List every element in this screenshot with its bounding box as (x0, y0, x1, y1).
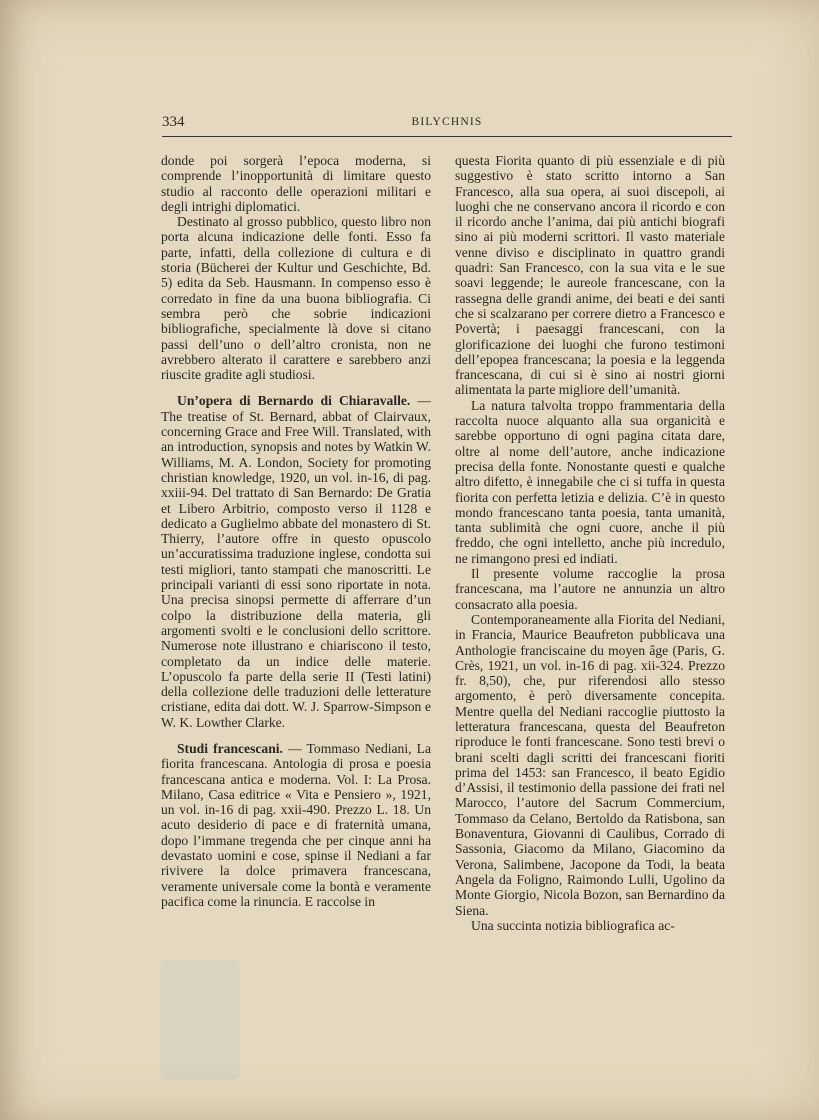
section-heading: Studi francescani. (177, 740, 283, 756)
left-column (161, 153, 431, 909)
section-heading: Un’opera di Bernardo di Chiaravalle. (177, 393, 411, 409)
page-number: 334 (162, 114, 185, 130)
paragraph: Una succinta notizia bibliografica ac- (471, 917, 675, 933)
page-header (162, 112, 732, 137)
paragraph: Il presente volume raccoglie la prosa francescana, ma l’autore ne annunzia un altro consacrato alla poesia. (455, 566, 725, 612)
paper-stain (160, 960, 240, 1080)
paragraph: La natura talvolta troppo frammentaria della raccolta nuoce alquanto alla sua organicità e sarebbe opportuno di ogni pagina citata dare, oltre al nome dell’autore, anche indicazione precisa della fonte. Nonostante questi e qualche altro difetto, è innegabile che ci si tuffa in questa fiorita con perfetta letizia e delizia. C’è in questo mondo francescano tanta poesia, tanta umanità, tanta sublimità che ogni cuore, anche il più freddo, che ogni intelletto, anche più incredulo, ne rimangono presi ed indiati. (455, 397, 725, 566)
right-column (455, 153, 725, 933)
paragraph: Destinato al grosso pubblico, questo libro non porta alcuna indicazione delle fonti. Esso fa parte, infatti, della collezione di cultura e di storia (Bücherei der Kultur und Geschichte, Bd. 5) edita da Seb. Hausmann. In compenso esso è corredato in fine da una buona bibliografia. Ci sembra però che sobrie indicazioni bibliografiche, specialmente là dove si citano passi dell’uno o dell’altro cronista, non ne avrebbero alterato il carattere e sarebbero anzi riuscite gradite agli studiosi. (161, 214, 431, 383)
running-head: BILYCHNIS (411, 116, 483, 128)
paragraph: questa Fiorita quanto di più essenziale e di più suggestivo è stato scritto intorno a San Francesco, alla sua opera, ai suoi discepoli, ai luoghi che ne conservano ancora il ricordo e con il ricordo anche l’anima, dai più antichi biografi sino ai più moderni scrittori. Il vasto materiale venne diviso e disciplinato in quattro grandi quadri: San Francesco, con la sua vita e le sue soavi leggende; le aureole francescane, con la rassegna delle grandi anime, dei beati e dei santi che si scalzarano per correre dietro a Francesco e Povertà; i paesaggi francescani, con la glorificazione dei luoghi che furono testimoni dell’epopea francescana; la poesia e la leggenda francescana, di cui si è sino ai nostri giorni alimentata la parte migliore dell’umanità. (455, 153, 725, 398)
review-text: — Tommaso Nediani, La fiorita francescana. Antologia di prosa e poesia francescana antica e moderna. Vol. I: La Prosa. Milano, Casa editrice « Vita e Pensiero », 1921, un vol. in-16 di pag. xxii-490. Prezzo L. 18. Un acuto desiderio di pace e di fraternità umana, dopo l’immane tregenda che per cinque anni ha devastato uomini e cose, spinse il Nediani a far rivivere la dolce primavera francescana, veramente universale come la bontà e veramente pacifica come la rinuncia. E raccolse in (161, 740, 431, 909)
paragraph: donde poi sorgerà l’epoca moderna, si comprende l’inopportunità di limitare questo studio al racconto delle operazioni militari e degli intrighi diplomatici. (161, 153, 431, 214)
paragraph: Contemporaneamente alla Fiorita del Nediani, in Francia, Maurice Beaufreton pubblicava una Anthologie franciscaine du moyen âge (Paris, G. Crès, 1921, un vol. in-16 di pag. xii-324. Prezzo fr. 8,50), che, pur riferendosi allo stesso argomento, è però diversamente concepita. Mentre quella del Nediani raccoglie piuttosto la letteratura francescana, questa del Beaufreton riproduce le fonti francescane. Sono testi brevi o brani scelti dagli scritti dei francescani fioriti prima del 1453: san Francesco, il beato Egidio d’Assisi, il testimonio della passione dei frati nel Marocco, l’autore del Sacrum Commercium, Tommaso da Celano, Bertoldo da Ratisbona, san Bonaventura, Giovanni di Caulibus, Corrado di Sassonia, Giacomo da Milano, Giacomino da Verona, Salimbene, Jacopone da Todi, la beata Angela da Foligno, Raimondo Lulli, Ugolino da Monte Giorgio, Nicola Bozon, san Bernardino da Siena. (455, 611, 725, 918)
review-entry-bernardo (161, 393, 431, 730)
review-text: — The treatise of St. Bernard, abbat of Clairvaux, concerning Grace and Free Will. Translated, with an introduction, synopsis and notes by Watkin W. Williams, M. A. London, Society for promoting christian knowledge, 1920, un vol. in-16, di pag. xxiii-94. Del trattato di San Bernardo: De Gratia et Libero Arbitrio, composto verso il 1128 e dedicato a Guglielmo abbate del monastero di St. Thierry, l’autore offre in questo opuscolo un’accuratissima traduzione inglese, condotta sui testi migliori, tanto stampati che manoscritti. Le principali varianti di essi sono riportate in nota. Una precisa sinopsi permette di afferrare d’un colpo la distribuzione della materia, gli argomenti svolti e le conclusioni dello scrittore. Numerose note illustrano e chiariscono il testo, completato da un indice delle materie. L’opuscolo fa parte della serie II (Testi latini) della collezione delle traduzioni delle letterature cristiane, edita dai dott. W. J. Sparrow-Simpson e W. K. Lowther Clarke. (161, 393, 431, 730)
review-entry-francescani (161, 741, 431, 909)
